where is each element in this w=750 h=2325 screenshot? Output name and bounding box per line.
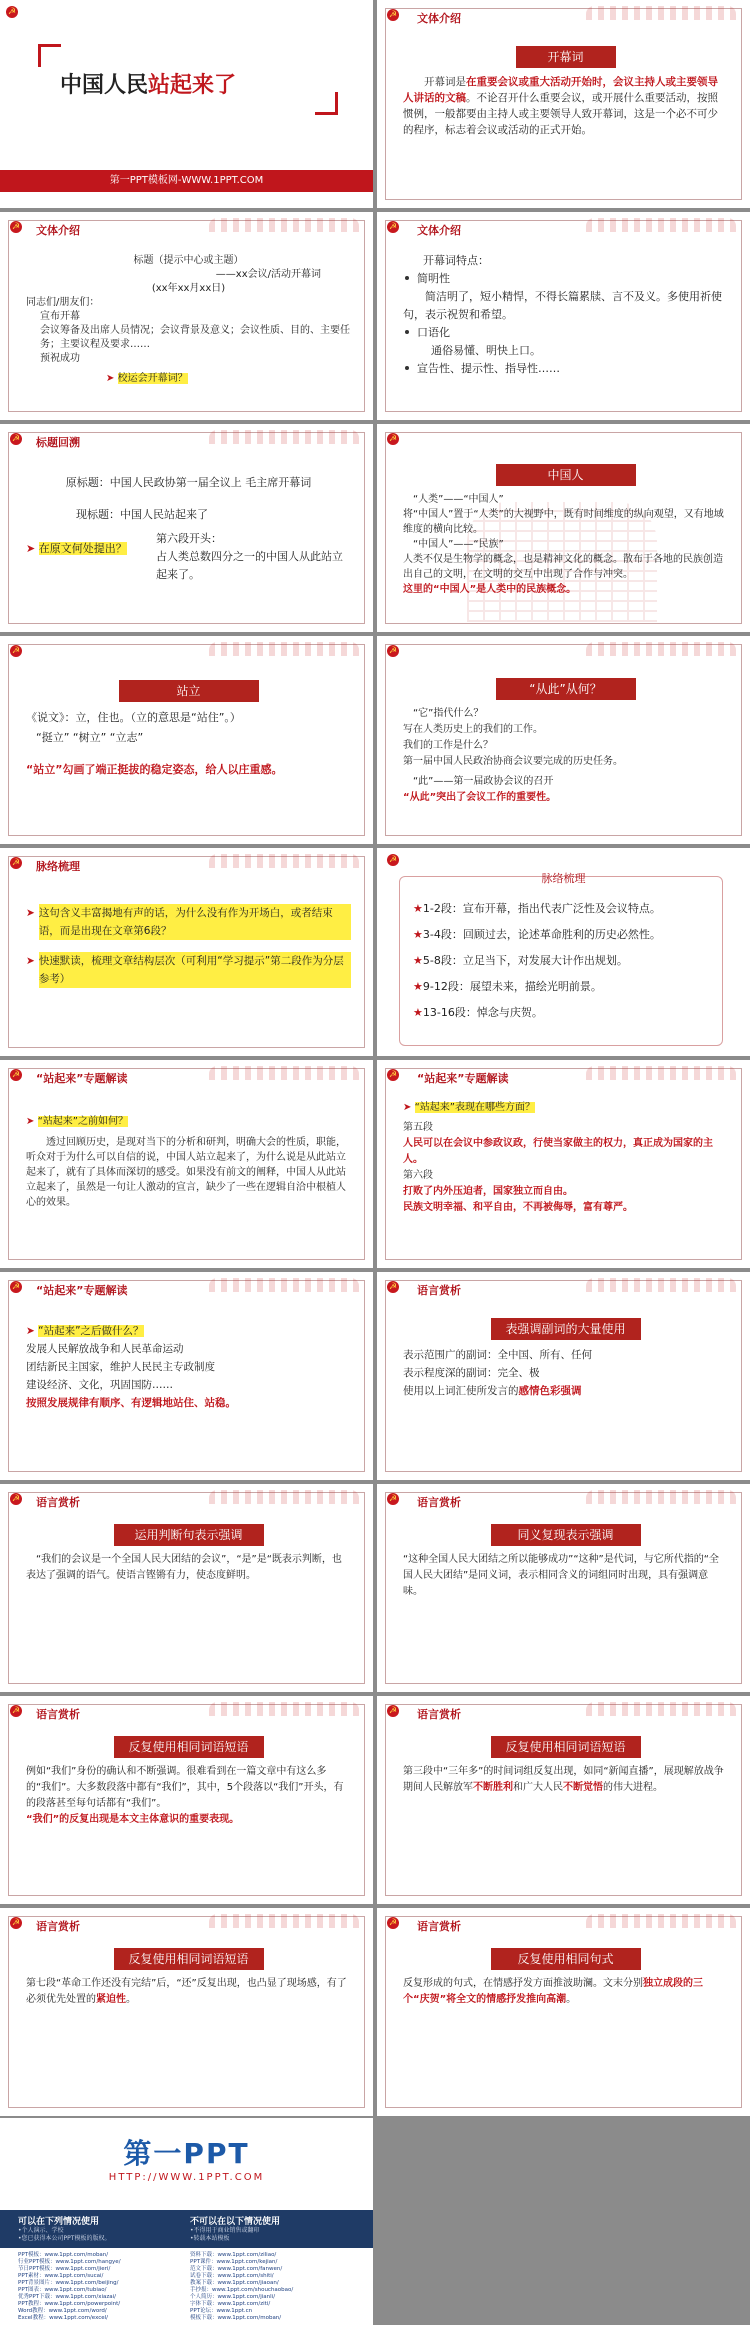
line: 写在人类历史上的我们的工作。 [403,724,543,735]
section-title: 语言赏析 [417,1496,461,1509]
slide-format[interactable] [0,212,373,420]
party-emblem-icon: ☭ [11,1070,21,1080]
slide-repeat-1[interactable] [0,1696,373,1904]
slide-structure-q[interactable]: ☭ 脉络梳理 ➤ 这句含义丰富揭地有声的话，为什么没有作为开场白，或者结束语，而是出现在文章第6段？ ➤ 快速默读，梳理文章结构层次（可利用“学习提示”第二段作为分层参考） [0,848,373,1056]
emphasis: 感情色彩强调 [518,1385,582,1397]
slide-synonym[interactable] [377,1484,750,1692]
slide-structure[interactable]: ☭ 脉络梳理 ★1-2段：宣布开幕，指出代表广泛性及会议特点。 ★3-4段：回顾过去，论述革命胜利的历史必然性。 ★5-8段：立足当下，对发展大计作出规划。 ★9-12段：展望未来，描绘光明前景。 ★13-16段：悼念与庆贺。 [377,848,750,1056]
line: 第六段开头： [156,532,222,545]
topic-box: 表强调副词的大量使用 [491,1318,641,1340]
list-item: 1-2段：宣布开幕，指出代表广泛性及会议特点。 [422,902,661,915]
paragraph: “这种全国人民大团结之所以能够成功”“这种”是代词，与它所代指的“全国人民大团结”是同义词，表示相同含义的词组同时出现，具有强调意味。 [403,1554,719,1597]
line: 占人类总数四分之一的中国人从此站立起来了。 [156,550,343,581]
party-emblem-icon: ☭ [388,1494,398,1504]
slide-from-this[interactable] [377,636,750,844]
party-emblem-icon: ☭ [7,7,17,17]
line: “中国人”——“民族” [413,539,504,550]
party-emblem-icon: ☭ [388,1282,398,1292]
section-title: 语言赏析 [417,1920,461,1933]
party-emblem-icon: ☭ [388,1706,398,1716]
line: 会议筹备及出席人员情况；会议背景及意义；会议性质、目的、主要任务；主要议程及要求…… [40,325,350,350]
line: 民族文明幸福、和平自由，不再被侮辱，富有尊严。 [403,1202,633,1213]
party-emblem-icon: ☭ [11,1282,21,1292]
question: “站起来”之前如何？ [37,1116,128,1127]
party-emblem-icon: ☭ [388,1070,398,1080]
paragraph: 透过回顾历史，是现对当下的分析和研判，明确大会的性质，职能，听众对于为什么可以自信的说，中国人站立起来了，为什么说是从此站立起来了，就有了具体而深切的感受。如果没有前文的阐释，中国人从此站立起来了，虽然是一句让人激动的宣言，缺少了一些在逻辑自洽中根植人心的效果。 [26,1137,346,1208]
line: 人民可以在会议中参政议政，行使当家做主的权力，真正成为国家的主人。 [403,1138,713,1165]
line: “它”指代什么？ [413,708,484,719]
slide-features[interactable] [377,212,750,420]
party-emblem-icon: ☭ [11,434,21,444]
line: 我们的工作是什么？ [403,740,493,751]
line: 将“中国人”置于“人类”的大视野中，既有时间维度的纵向观望，又有地域维度的横向比较。 [403,509,724,535]
section-title: 语言赏析 [36,1920,80,1933]
topic-box: 站立 [119,680,259,702]
slide-judgment[interactable] [0,1484,373,1692]
line: 通俗易懂、明快上口。 [431,344,541,357]
line: 建设经济、文化，巩固国防…… [26,1379,173,1391]
line: 标题（提示中心或主题） [133,255,244,266]
question: 这句含义丰富揭地有声的话，为什么没有作为开场白，或者结束语，而是出现在文章第6段？ [39,904,351,940]
party-emblem-icon: ☭ [388,855,398,865]
line: “站立”勾画了端正挺拔的稳定姿态，给人以庄重感。 [26,763,283,776]
arrow-icon: ➤ [106,373,115,384]
slide-end[interactable] [0,2118,373,2325]
line: “挺立” “树立” “立志” [36,731,144,744]
line: 宣布开幕 [40,311,80,322]
slide-repeat-sentence[interactable] [377,1908,750,2116]
party-emblem-icon: ☭ [388,646,398,656]
section-title: 文体介绍 [417,224,461,237]
line: 开幕词特点： [423,254,489,267]
line: 《说文》：立，住也。（立的意思是“站住”。） [26,711,241,724]
party-emblem-icon: ☭ [11,222,21,232]
slide-repeat-3[interactable] [0,1908,373,2116]
line: (xx年xx月xx日) [151,283,226,294]
slide-repeat-2[interactable] [377,1696,750,1904]
question: 校运会开幕词？ [117,373,188,384]
line: 发展人民解放战争和人民革命运动 [26,1343,184,1355]
cover-title: 中国人民站起来了 [60,73,237,98]
topic-box: 运用判断句表示强调 [114,1524,264,1546]
line: 预祝成功 [40,353,80,364]
line: “从此”突出了会议工作的重要性。 [403,792,557,803]
line: 简洁明了，短小精悍，不得长篇累牍、言不及义。多使用祈使句，表示祝贺和希望。 [403,290,722,321]
line: 表示程度深的副词：完全、极 [403,1367,540,1379]
party-emblem-icon: ☭ [11,1706,21,1716]
paragraph: 例如“我们”身份的确认和不断强调。很难看到在一篇文章中有这么多的“我们”。大多数段落中都有“我们”，其中，5个段落以“我们”开头，有的段落甚至每句话都有“我们”。 [26,1766,344,1809]
bracket-left [38,44,61,67]
list-item: 9-12段：展望未来，描绘光明前景。 [422,980,602,993]
line: 使用以上词汇使所发言的 [403,1385,519,1397]
paragraph: 反复形成的句式，在情感抒发方面推波助澜。文末分别独立成段的三个“庆贺”将全文的情感抒发推向高潮。 [403,1978,703,2005]
party-emblem-icon: ☭ [11,1918,21,1928]
paragraph: 开幕词是在重要会议或重大活动开始时，会议主持人或主要领导人讲话的文稿。不论召开什么重要会议，或开展什么重要活动，按照惯例，一般都要由主持人或主要领导人致开幕词，这是一个必不可少的程序，标志着会议或活动的正式开始。 [403,76,718,136]
slide-adverbs[interactable] [377,1272,750,1480]
bracket-right [315,92,338,115]
paragraph: 第三段中“三年多”的时间词组反复出现，如同“新闻直播”，展现解放战争期间人民解放军不断胜利和广大人民不断觉悟的伟大进程。 [403,1766,724,1793]
line: “此”——第一届政协会议的召开 [413,776,554,787]
question: “站起来”表现在哪些方面？ [414,1102,535,1113]
topic-box: “从此”从何？ [496,678,636,700]
paragraph: “我们的会议是一个全国人民大团结的会议”，“是”是“既表示判断，也表达了强调的语气。使语言铿锵有力，使态度鲜明。 [26,1554,342,1581]
section-title: “站起来”专题解读 [36,1072,128,1085]
party-emblem-icon: ☭ [11,858,21,868]
question: 在原文何处提出？ [38,542,127,555]
line: 人类不仅是生物学的概念，也是精神文化的概念。散布于各地的民族创造出自己的文明，在文明的交互中出现了合作与冲突。 [403,554,723,580]
party-emblem-icon: ☭ [388,1918,398,1928]
topic-box: 反复使用相同词语短语 [114,1736,264,1758]
list-item: 5-8段：立足当下，对发展大计作出规划。 [422,954,628,967]
party-emblem-icon: ☭ [11,646,21,656]
section-title: 脉络梳理 [36,860,80,873]
line: 这里的“中国人”是人类中的民族概念。 [403,584,577,595]
paragraph: 第七段“革命工作还没有完结”后，“还”反复出现，也凸显了现场感，有了必须优先处置的紧迫性。 [26,1978,347,2005]
section-title: “站起来”专题解读 [36,1284,128,1297]
license-banner: 可以在下列情况使用 •个人演示、学校 •您已获得本公司PPT模板的版权。 不可以在以下情况使用 •不得用于商业销售或翻印 •转载本站模板 [0,2210,373,2248]
question: 快速默读，梳理文章结构层次（可利用“学习提示”第二段作为分层参考） [39,952,351,988]
line: 原标题：中国人民政协第一届全议上 毛主席开幕词 [65,476,312,489]
line: 团结新民主国家，维护人民民主专政制度 [26,1361,215,1373]
section-title: 语言赏析 [417,1284,461,1297]
links-left[interactable]: PPT模板：www.1ppt.com/moban/ 行业PPT模板：www.1ppt.com/hangye/ 节日PPT模板：www.1ppt.com/jieri/ PPT素材：www.1ppt.com/sucai/ PPT背景图片：www.1ppt.com/beijing/ PPT图表：www.1ppt.com/tubiao/ 优秀PPT下载：www.1ppt.com/xiazai/ PPT教程：www.1ppt.com/powerpoint/ Word教程：www.1ppt.com/word/ Excel教程：www.1ppt.com/excel/ [18,2252,121,2321]
slide-cover[interactable] [0,0,373,208]
line: 表示范围广的副词：全中国、所有、任何 [403,1349,592,1361]
topic-box: 中国人 [496,464,636,486]
bullet: 宣告性、提示性、指导性…… [417,362,560,375]
party-emblem-icon: ☭ [388,10,398,20]
line: 打败了内外压迫者，国家独立而自由。 [403,1186,573,1197]
slide-title-review[interactable]: ☭ 标题回溯 原标题：中国人民政协第一届全议上 毛主席开幕词 现标题：中国人民站起来了 第六段开头： ➤ 在原文何处提出？ 占人类总数四分之一的中国人从此站立起来了。 [0,424,373,632]
section-title: 文体介绍 [417,12,461,25]
slide-chinese-people[interactable] [377,424,750,632]
brand-url: HTTP://WWW.1PPT.COM [108,2172,265,2183]
topic-box: 开幕词 [516,46,616,68]
topic-box: 反复使用相同词语短语 [114,1948,264,1970]
question: “站起来”之后做什么？ [38,1325,144,1337]
section-title: 语言赏析 [36,1496,80,1509]
slide-aspects[interactable]: ☭ “站起来”专题解读 ➤ “站起来”表现在哪些方面？ 第五段 人民可以在会议中参政议政，行使当家做主的权力，真正成为国家的主人。 第六段 打败了内外压迫者，国家独立而自由。 民族文明幸福、和平自由，不再被侮辱，富有尊严。 [377,1060,750,1268]
line: 第六段 [403,1170,433,1181]
brand-logo: 第一PPT [123,2137,250,2170]
slide-before[interactable]: ☭ “站起来”专题解读 ➤ “站起来”之前如何？ 透过回顾历史，是现对当下的分析和研判，明确大会的性质，职能，听众对于为什么可以自信的说，中国人站立起来了，为什么说是从此站立起来了，就有了具体而深切的感受。如果没有前文的阐释，中国人从此站立起来了，虽然是一句让人激动的宣言，缺少了一些在逻辑自洽中根植人心的效果。 [0,1060,373,1268]
list-item: 13-16段：悼念与庆贺。 [422,1006,543,1019]
line: “人类”——“中国人” [413,494,504,505]
party-emblem-icon: ☭ [11,1494,21,1504]
party-emblem-icon: ☭ [388,434,398,444]
line: 第五段 [403,1122,433,1133]
line: 第一届中国人民政治协商会议要完成的历史任务。 [403,756,623,767]
section-title: “站起来”专题解读 [417,1072,509,1085]
section-title: 脉络梳理 [541,872,586,885]
list-item: 3-4段：回顾过去，论述革命胜利的历史必然性。 [422,928,661,941]
links-right[interactable]: 资料下载：www.1ppt.com/ziliao/ PPT课件：www.1ppt.com/kejian/ 范文下载：www.1ppt.com/fanwen/ 试卷下载：www.1ppt.com/shiti/ 教案下载：www.1ppt.com/jiaoan/ 手抄报：www.1ppt.com/shouchaobao/ 个人简历：www.1ppt.com/jianli/ 字体下载：www.1ppt.com/ziti/ PPT论坛：www.1ppt.cn 模板下载：www.1ppt.com/moban/ [190,2252,294,2321]
bullet: 简明性 [417,272,450,285]
section-title: 文体介绍 [36,224,80,237]
section-title: 标题回溯 [36,436,80,449]
section-title: 语言赏析 [417,1708,461,1721]
line: ——xx会议/活动开幕词 [215,269,321,280]
slide-after[interactable]: ☭ “站起来”专题解读 ➤ “站起来”之后做什么？ 发展人民解放战争和人民革命运动 团结新民主国家，维护人民民主专政制度 建设经济、文化，巩固国防…… 按照发展规律有顺序、有逻辑地站住、站稳。 [0,1272,373,1480]
topic-box: 反复使用相同词语短语 [491,1736,641,1758]
slide-standing[interactable] [0,636,373,844]
line: 现标题：中国人民站起来了 [76,508,208,521]
slide-opening[interactable] [377,0,750,208]
emphasis: “我们”的反复出现是本文主体意识的重要表现。 [26,1814,240,1825]
line: 同志们/朋友们： [26,297,100,308]
bullet: 口语化 [417,326,450,339]
section-title: 语言赏析 [36,1708,80,1721]
topic-box: 反复使用相同句式 [491,1948,641,1970]
line: 按照发展规律有顺序、有逻辑地站住、站稳。 [26,1397,236,1409]
cover-footer: 第一PPT模板网-WWW.1PPT.COM [0,170,373,192]
topic-box: 同义复现表示强调 [491,1524,641,1546]
party-emblem-icon: ☭ [388,222,398,232]
